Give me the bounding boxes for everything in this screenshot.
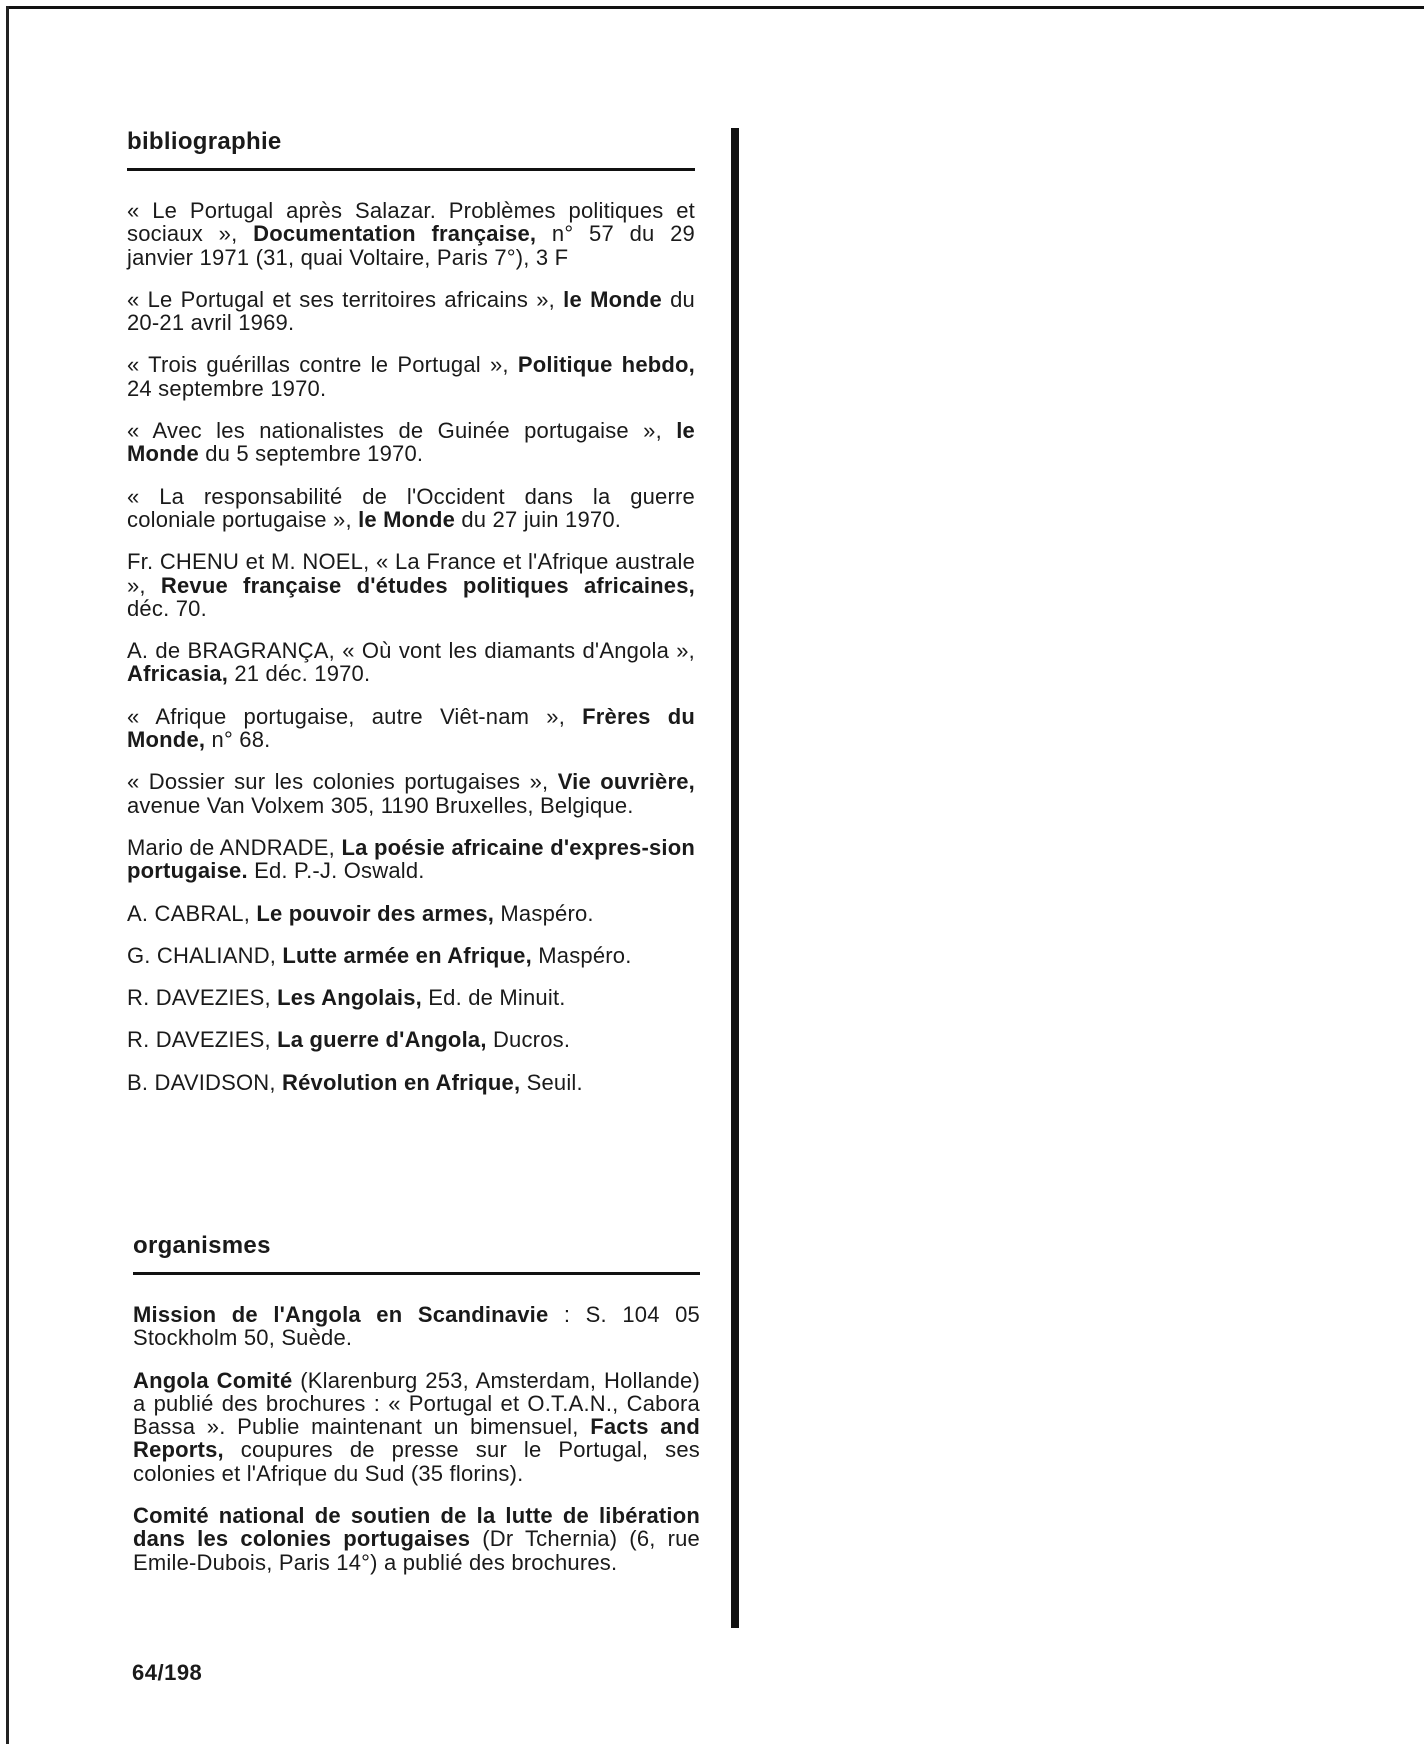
organisation-entry: [133, 1303, 700, 1350]
bibliography-entry: [127, 1071, 695, 1094]
entry-title-bold: La guerre d'Angola,: [277, 1027, 487, 1053]
bibliography-entry: [127, 639, 695, 686]
entry-text: « Avec les nationalistes de Guinée portugaise »,: [127, 418, 677, 444]
entry-text: (Klarenburg 253, Amsterdam, Hollande) a publié des brochures : « Portugal et O.T.A.N., Cabora Bassa ». Publie maintenant un bimensuel,: [133, 1367, 700, 1440]
entry-title-bold: Africasia,: [127, 661, 229, 687]
entry-title-bold: La poésie africaine d'expres-sion portugaise.: [127, 834, 695, 884]
entry-text: 21 déc. 1970.: [228, 661, 371, 687]
entry-text: avenue Van Volxem 305, 1190 Bruxelles, Belgique.: [127, 792, 634, 818]
page-frame-left: [6, 6, 9, 1744]
entry-text: déc. 70.: [127, 595, 207, 621]
entry-title-bold: Révolution en Afrique,: [282, 1069, 521, 1095]
entry-text: Fr. CHENU et M. NOEL, « La France et l'Afrique australe »,: [127, 549, 695, 598]
organisations-section: [133, 1230, 700, 1593]
bibliography-entry: [127, 419, 695, 466]
bibliography-entry: [127, 705, 695, 752]
column-divider: [731, 128, 739, 1628]
entry-text: Mario de ANDRADE,: [127, 834, 342, 860]
organisations-rule: [133, 1272, 700, 1275]
entry-text: du 5 septembre 1970.: [198, 441, 424, 467]
entry-text: R. DAVEZIES,: [127, 985, 278, 1011]
entry-text: Ducros.: [486, 1027, 571, 1053]
entry-text: « Le Portugal après Salazar. Problèmes politiques et sociaux »,: [127, 198, 695, 247]
entry-title-bold: Comité national de soutien de la lutte de libération dans les colonies portugaises: [133, 1503, 700, 1552]
organisations-list: [133, 1303, 700, 1574]
page-number: 64/198: [132, 1660, 203, 1685]
entry-title-bold: Mission de l'Angola en Scandinavie: [133, 1302, 549, 1327]
entry-text: (Dr Tchernia) (6, rue Emile-Dubois, Paris 14°) a publié des brochures.: [133, 1526, 700, 1575]
bibliography-list: [127, 199, 695, 1094]
entry-title-bold: le Monde: [358, 506, 456, 532]
entry-text: Ed. de Minuit.: [421, 985, 566, 1011]
entry-title-bold: Politique hebdo,: [517, 352, 695, 378]
entry-text: R. DAVEZIES,: [127, 1027, 278, 1053]
organisation-entry: [133, 1504, 700, 1574]
entry-text: du 20-21 avril 1969.: [127, 286, 695, 336]
entry-text: « La responsabilité de l'Occident dans la guerre coloniale portugaise »,: [127, 483, 695, 532]
entry-title-bold: Les Angolais,: [277, 985, 422, 1011]
page-frame-top: [6, 6, 1424, 9]
entry-text: B. DAVIDSON,: [127, 1069, 282, 1095]
bibliography-section: [127, 126, 695, 1113]
entry-text: Maspéro.: [494, 900, 594, 926]
bibliography-entry: [127, 944, 695, 967]
entry-title-bold: Frères du Monde,: [127, 703, 695, 753]
bibliography-entry: [127, 199, 695, 269]
entry-title-bold: Facts and Reports,: [133, 1414, 701, 1463]
organisations-title: organismes: [133, 1232, 271, 1259]
entry-text: A. CABRAL,: [127, 900, 257, 926]
entry-title-bold: Le pouvoir des armes,: [256, 900, 495, 926]
entry-title-bold: Vie ouvrière,: [557, 769, 695, 795]
entry-text: « Le Portugal et ses territoires africains »,: [127, 286, 564, 312]
entry-text: G. CHALIAND,: [127, 942, 283, 968]
entry-text: « Dossier sur les colonies portugaises »,: [127, 769, 558, 795]
bibliography-rule: [127, 168, 695, 171]
entry-text: A. de BRAGRANÇA, « Où vont les diamants d'Angola »,: [127, 638, 695, 664]
bibliography-entry: [127, 836, 695, 883]
bibliography-entry: [127, 986, 695, 1009]
bibliography-entry: [127, 353, 695, 400]
entry-text: coupures de presse sur le Portugal, ses colonies et l'Afrique du Sud (35 florins).: [133, 1437, 700, 1486]
organisation-entry: [133, 1369, 700, 1485]
entry-title-bold: Lutte armée en Afrique,: [282, 942, 532, 968]
bibliography-entry: [127, 1028, 695, 1051]
entry-text: du 27 juin 1970.: [455, 506, 622, 532]
entry-text: « Afrique portugaise, autre Viêt-nam »,: [127, 703, 583, 729]
entry-text: Ed. P.-J. Oswald.: [247, 858, 425, 884]
bibliography-entry: [127, 485, 695, 532]
bibliography-title: bibliographie: [127, 128, 282, 155]
entry-text: n° 68.: [205, 727, 271, 753]
bibliography-entry: [127, 902, 695, 925]
entry-text: Seuil.: [520, 1069, 583, 1095]
entry-title-bold: le Monde: [127, 418, 695, 467]
entry-title-bold: Documentation française,: [253, 221, 537, 247]
bibliography-entry: [127, 770, 695, 817]
entry-title-bold: Angola Comité: [133, 1367, 293, 1393]
entry-text: Maspéro.: [531, 942, 632, 968]
entry-text: 24 septembre 1970.: [127, 375, 327, 401]
entry-text: n° 57 du 29 janvier 1971 (31, quai Voltaire, Paris 7°), 3 F: [127, 221, 695, 270]
entry-text: : S. 104 05 Stockholm 50, Suède.: [133, 1302, 700, 1351]
entry-title-bold: Revue française d'études politiques africaines,: [160, 572, 695, 598]
entry-title-bold: le Monde: [563, 286, 662, 312]
bibliography-entry: [127, 550, 695, 620]
entry-text: « Trois guérillas contre le Portugal »,: [127, 352, 518, 378]
bibliography-entry: [127, 288, 695, 335]
